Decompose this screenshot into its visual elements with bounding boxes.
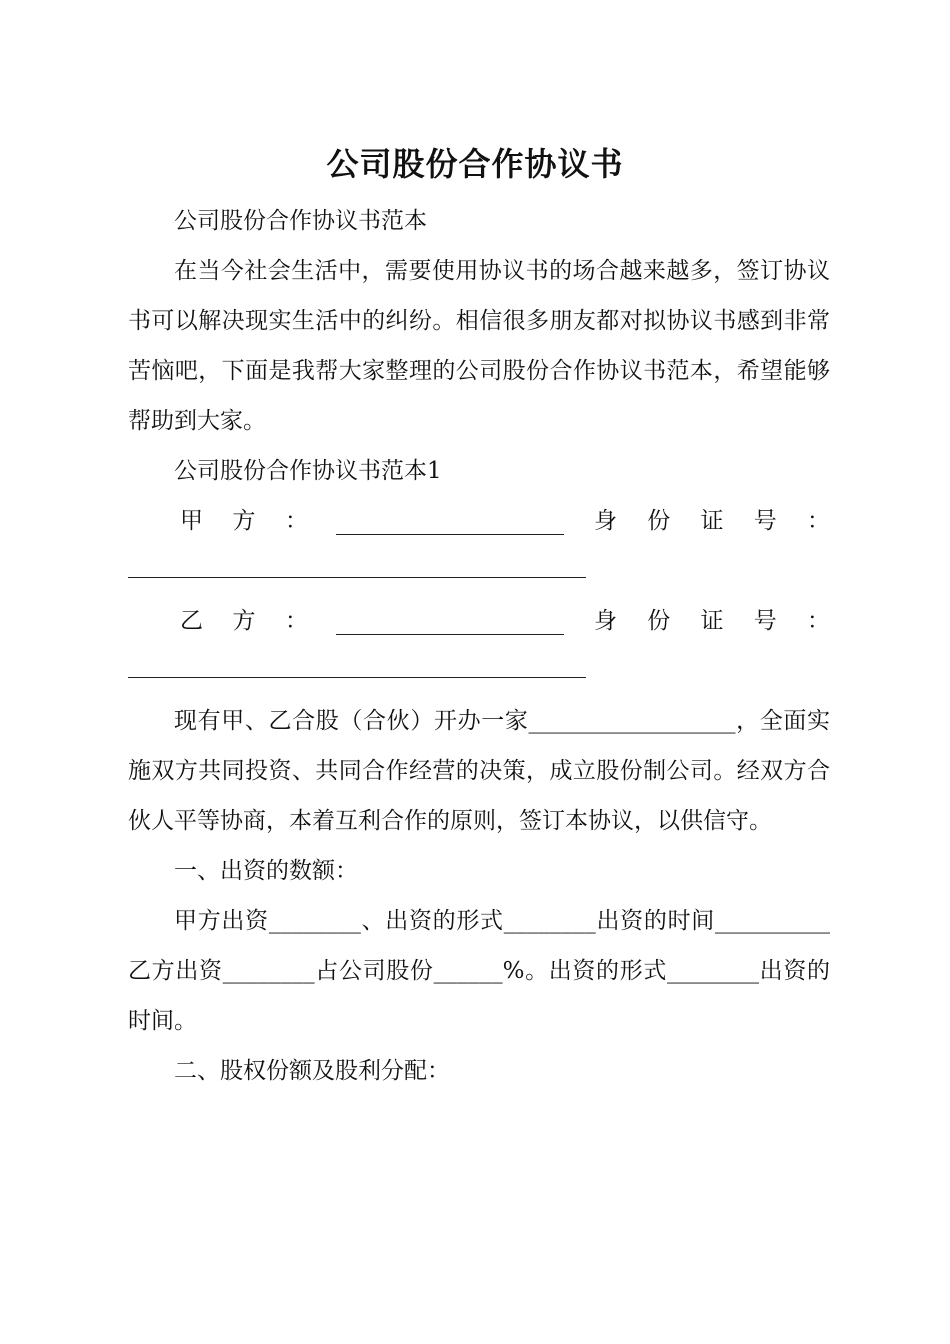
party-b-char: 乙	[180, 608, 203, 634]
party-a-id-char: 号	[753, 508, 777, 534]
party-a-id-label	[594, 496, 830, 546]
party-b-id-char: 证	[700, 608, 724, 634]
party-b-id-char: 份	[647, 608, 671, 634]
party-b-char: ：	[285, 608, 308, 634]
section-1-heading: 一、出资的数额：	[174, 858, 358, 884]
party-a-name-blank	[336, 508, 564, 535]
section-1-text: 甲方出资________、出资的形式________出资的时间__________乙方出资________占公司股份______%。出资的形式________出资的时间。	[128, 908, 830, 1034]
party-a-id-char: 证	[700, 508, 724, 534]
intro-paragraph: 在当今社会生活中，需要使用协议书的场合越来越多，签订协议书可以解决现实生活中的纠纷。相信很多朋友都对拟协议书感到非常苦恼吧，下面是我帮大家整理的公司股份合作协议书范本，希望能够帮助到大家。	[128, 258, 830, 434]
subtitle: 公司股份合作协议书范本	[174, 208, 427, 234]
party-b-char: 方	[232, 608, 256, 634]
party-b-id-char: ：	[807, 608, 830, 634]
document-title: 公司股份合作协议书	[326, 145, 624, 183]
party-b-id-char: 号	[753, 608, 777, 634]
party-a-id-char: 份	[647, 508, 671, 534]
party-b-line	[128, 596, 830, 646]
party-a-char: ：	[285, 508, 308, 534]
party-a-char: 方	[232, 508, 256, 534]
party-b-label	[180, 596, 308, 646]
party-b-name-blank	[336, 608, 564, 635]
sample-heading: 公司股份合作协议书范本1	[174, 458, 442, 484]
document-body	[128, 196, 830, 1096]
section-2-heading: 二、股权份额及股利分配：	[174, 1058, 450, 1084]
party-a-id-char: 身	[594, 508, 617, 534]
party-a-line	[128, 496, 830, 546]
preamble-paragraph: 现有甲、乙合股（合伙）开办一家__________________，全面实施双方共同投资、共同合作经营的决策，成立股份制公司。经双方合伙人平等协商，本着互利合作的原则，签订本协议，以供信守。	[128, 708, 830, 834]
party-b-id-char: 身	[594, 608, 617, 634]
party-a-id-blank	[128, 546, 830, 596]
party-b-id-blank	[128, 646, 830, 696]
party-a-label	[180, 496, 308, 546]
party-a-char: 甲	[180, 508, 203, 534]
party-a-id-char: ：	[807, 508, 830, 534]
party-b-id-label	[594, 596, 830, 646]
